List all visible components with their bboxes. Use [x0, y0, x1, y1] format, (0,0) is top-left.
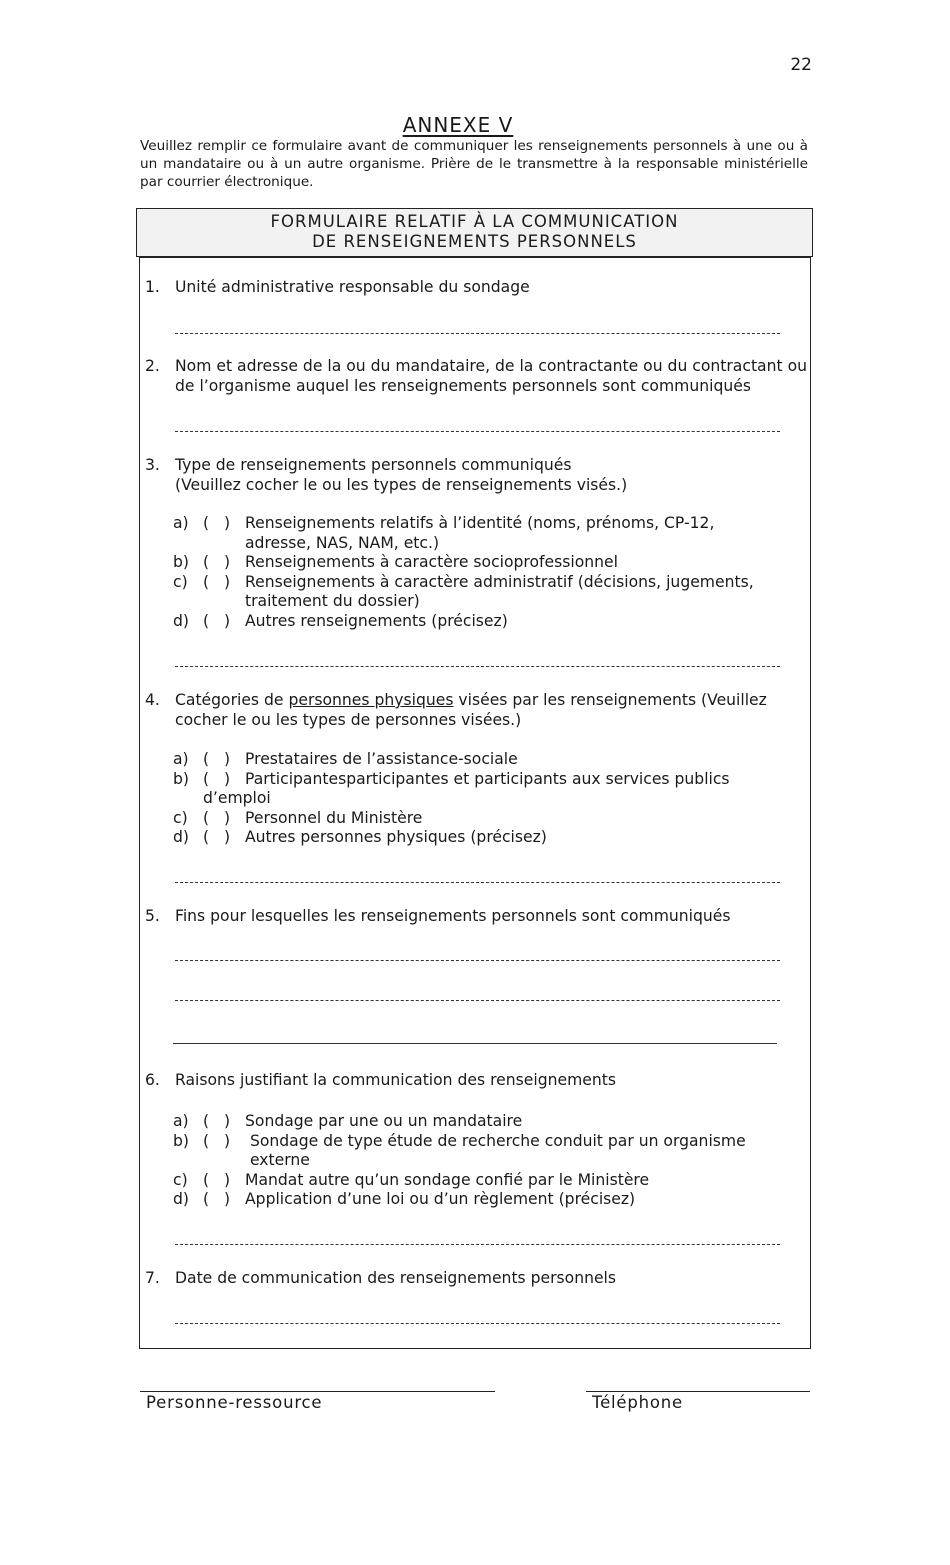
option-letter: d) [173, 1190, 189, 1208]
answer-line-7[interactable] [175, 1323, 780, 1324]
option-list [173, 514, 783, 631]
checkbox[interactable]: ( ) [203, 1131, 231, 1150]
question-text-part: visées par les renseignements (Veuillez cocher le ou les types de personnes visées.) [175, 691, 767, 729]
question-text: Date de communication des renseignements personnels [175, 1269, 617, 1287]
annex-title: ANNEXE V [402, 113, 514, 137]
checkbox[interactable]: ( ) [203, 572, 231, 591]
page-number: 22 [790, 55, 812, 75]
option-text: Personnel du Ministère [245, 808, 423, 827]
question-number: 7. [145, 1269, 160, 1287]
form-title-line-2: DE RENSEIGNEMENTS PERSONNELS [312, 232, 637, 251]
option-text: Mandat autre qu’un sondage confié par le Ministère [245, 1170, 650, 1189]
checkbox[interactable]: ( ) [203, 808, 231, 827]
question-number: 5. [145, 907, 160, 925]
question-number: 6. [145, 1071, 160, 1089]
question-text: Unité administrative responsable du sondage [175, 278, 530, 296]
contact-label: Personne-ressource [146, 1393, 323, 1412]
answer-line-1[interactable] [175, 333, 780, 334]
checkbox[interactable]: ( ) [203, 514, 231, 532]
question-number: 4. [145, 691, 160, 709]
answer-line-6[interactable] [175, 1244, 780, 1245]
option-letter: c) [173, 572, 188, 591]
option-letter: b) [173, 769, 189, 788]
option-text: Application d’une loi ou d’un règlement (précisez) [245, 1190, 636, 1208]
question-2 [145, 357, 810, 399]
option-list [173, 1112, 783, 1210]
question-3 [145, 456, 810, 636]
checkbox[interactable]: ( ) [203, 1190, 231, 1208]
option-letter: a) [173, 514, 189, 532]
option-text: Autres renseignements (précisez) [245, 611, 508, 630]
option-letter: c) [173, 1170, 188, 1189]
question-number: 1. [145, 278, 160, 296]
question-text [175, 691, 807, 730]
option-list [173, 750, 783, 848]
option-text: Participantesparticipantes et participants aux services publics [245, 769, 730, 788]
option-letter: d) [173, 828, 189, 846]
checkbox[interactable]: ( ) [203, 828, 231, 846]
option-b-continuation: externe [245, 1151, 310, 1169]
question-7 [145, 1269, 810, 1291]
checkbox[interactable]: ( ) [203, 611, 231, 630]
option-letter: a) [173, 1112, 189, 1130]
question-line-2: (Veuillez cocher le ou les types de renseignements visés.) [175, 475, 628, 494]
option-d [173, 828, 783, 848]
option-letter: b) [173, 1131, 189, 1150]
question-4 [145, 691, 810, 851]
question-text-part: Catégories de [175, 691, 289, 709]
option-text: Prestataires de l’assistance-sociale [245, 750, 518, 768]
question-5 [145, 907, 810, 929]
option-a [173, 750, 783, 770]
question-number: 3. [145, 456, 160, 474]
option-d [173, 612, 783, 632]
option-c-continuation: traitement du dossier) [245, 592, 420, 610]
option-text: Sondage par une ou un mandataire [245, 1112, 523, 1130]
answer-line-3[interactable] [175, 666, 780, 667]
answer-line-5a[interactable] [175, 960, 780, 961]
checkbox[interactable]: ( ) [203, 750, 231, 768]
form-title [136, 208, 813, 257]
option-d [173, 1190, 783, 1210]
question-6 [145, 1071, 810, 1216]
option-b [173, 770, 783, 790]
question-line-1: Type de renseignements personnels communiqués [175, 456, 572, 474]
option-text: Renseignements à caractère socioprofessionnel [245, 553, 618, 571]
option-c [173, 809, 783, 829]
option-b [173, 553, 783, 573]
answer-line-5c[interactable] [173, 1043, 777, 1044]
question-text: Raisons justifiant la communication des renseignements [175, 1071, 616, 1089]
option-c [173, 1171, 783, 1191]
answer-line-4[interactable] [175, 882, 780, 883]
question-number: 2. [145, 357, 160, 375]
phone-signature-line[interactable] [586, 1391, 810, 1392]
question-1 [145, 278, 810, 300]
option-letter: d) [173, 611, 189, 630]
form-title-line-1: FORMULAIRE RELATIF À LA COMMUNICATION [270, 212, 679, 231]
option-b-continuation: d’emploi [203, 789, 271, 807]
option-c [173, 573, 783, 593]
option-text: Renseignements relatifs à l’identité (noms, prénoms, CP-12, [245, 514, 715, 532]
answer-line-2[interactable] [175, 431, 780, 432]
option-a [173, 1112, 783, 1132]
question-text: Fins pour lesquelles les renseignements personnels sont communiqués [175, 907, 731, 925]
option-letter: a) [173, 750, 189, 768]
question-text [175, 456, 807, 495]
checkbox[interactable]: ( ) [203, 1170, 231, 1189]
option-text: Autres personnes physiques (précisez) [245, 828, 547, 846]
intro-text: Veuillez remplir ce formulaire avant de communiquer les renseignements personnels à une ou à un mandataire ou à un autre organisme. Prière de le transmettre à la responsable ministérielle par courrier électronique. [140, 138, 808, 190]
checkbox[interactable]: ( ) [203, 553, 231, 571]
option-b [173, 1132, 783, 1152]
question-text: Nom et adresse de la ou du mandataire, de la contractante ou du contractant ou de l’organisme auquel les renseignements personnels sont communiqués [175, 357, 807, 395]
contact-signature-line[interactable] [140, 1391, 495, 1392]
option-a-continuation: adresse, NAS, NAM, etc.) [245, 533, 440, 552]
option-text: Sondage de type étude de recherche conduit par un organisme [245, 1131, 746, 1150]
checkbox[interactable]: ( ) [203, 1112, 231, 1130]
question-text-underlined: personnes physiques [288, 691, 454, 709]
answer-line-5b[interactable] [175, 1000, 780, 1001]
phone-label: Téléphone [592, 1393, 683, 1412]
option-letter: b) [173, 553, 189, 571]
checkbox[interactable]: ( ) [203, 769, 231, 788]
option-a [173, 514, 783, 534]
option-text: Renseignements à caractère administratif (décisions, jugements, [245, 572, 754, 591]
option-letter: c) [173, 808, 188, 827]
